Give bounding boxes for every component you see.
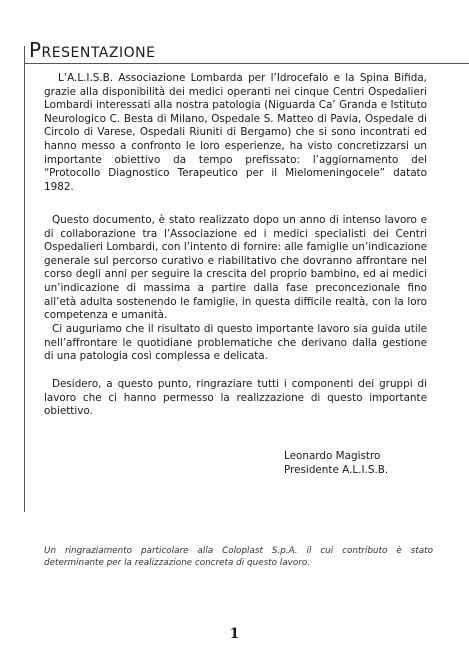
signature-block [284,449,388,477]
page-title: Presentazione [29,38,156,62]
margin-rule [24,46,25,512]
signature-name: Leonardo Magistro [284,450,381,462]
title-rule [24,63,469,64]
paragraph-thanks: Desidero, a questo punto, ringraziare tutti i componenti dei gruppi di lavoro che ci hanno permesso la realizzazione di questo importante obiettivo. [44,378,427,418]
paragraph-document-purpose: Questo documento, è stato realizzato dopo un anno di intenso lavoro e di collaborazione tra l’Associazione ed i medici specialisti dei Centri Ospedalieri Lombardi, con l’intento di fornire: alle famiglie un’indicazione generale sul percorso curativo e riabilitativo che dovranno affrontare nel corso degli anni per seguire la crescita del proprio bambino, ed ai medici un’indicazione di massima a partire dalla fase preconcezionale fino all’età adulta sostenendo le famiglie, in questa difficile realtà, con la loro competenza e umanità. [44,214,427,322]
signature-role: Presidente A.L.I.S.B. [284,464,389,476]
page-number: 1 [229,626,240,642]
paragraph-introduction: L’A.L.I.S.B. Associazione Lombarda per l’Idrocefalo e la Spina Bifida, grazie alla disponibilità dei medici operanti nei cinque Centri Ospedalieri Lombardi interessati alla nostra patologia (Niguarda Ca’ Granda e Istituto Neurologico C. Besta di Milano, Ospedale S. Matteo di Pavia, Ospedale di Circolo di Varese, Ospedali Riuniti di Bergamo) che si sono incontrati ed hanno messo a confronto le loro esperienze, ha visto concretizzarsi un importante obiettivo da tempo prefissato: l’aggiornamento del “Protocollo Diagnostico Terapeutico per il Mielomeningocele” datato 1982. [44,72,427,193]
paragraph-hope: Ci auguriamo che il risultato di questo importante lavoro sia guida utile nell’affrontare le quotidiane problematiche che derivano dalla gestione di una patologia così complessa e delicata. [44,323,427,363]
footnote: Un ringraziamento particolare alla Coloplast S.p.A. il cui contributo è stato determinante per la realizzazione concreta di questo lavoro. [44,546,433,568]
